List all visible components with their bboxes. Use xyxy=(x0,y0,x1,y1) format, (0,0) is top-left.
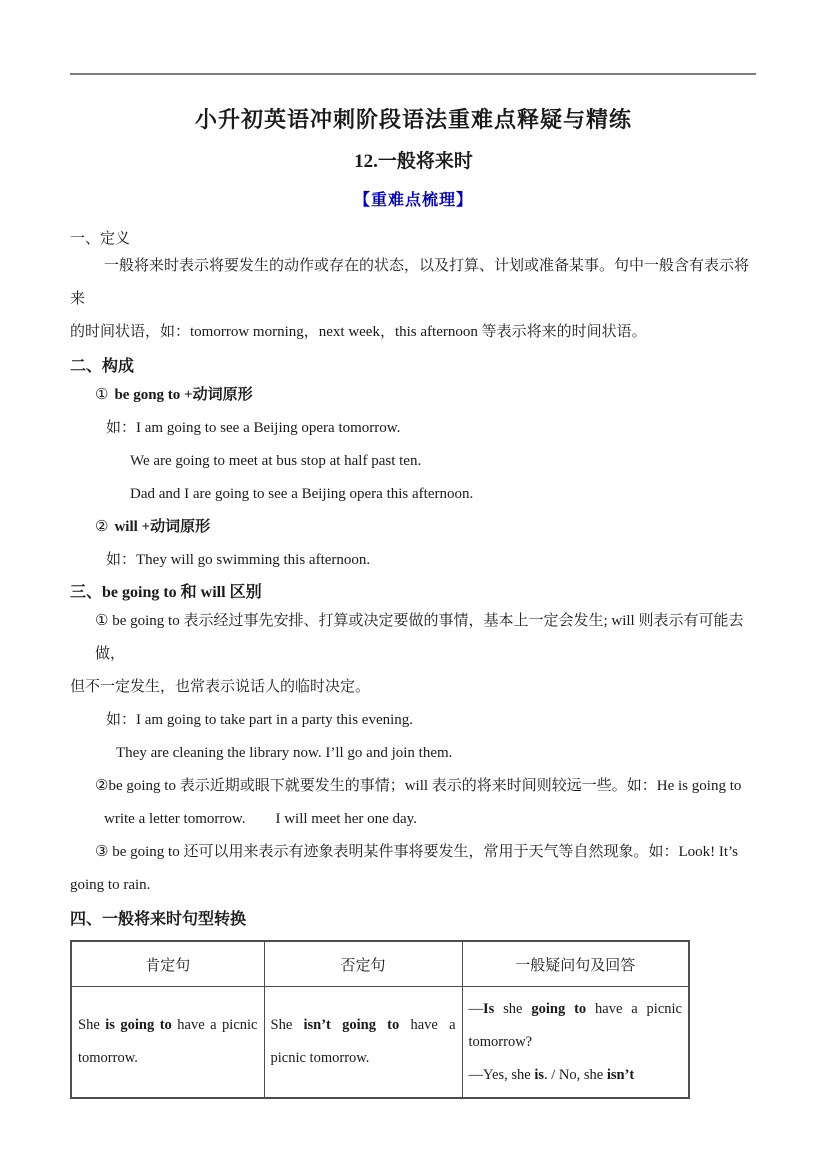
example-text: I am going to take part in a party this evening. xyxy=(136,712,414,728)
example-line: Dad and I are going to see a Beijing opera this afternoon. xyxy=(130,486,474,502)
difference-point-1-line-1: ① be going to 表示经过事先安排、打算或决定要做的事情，基本上一定会发生; will 则表示有可能去做， xyxy=(95,613,744,662)
example-prefix: 如： xyxy=(106,420,137,436)
formation-item-2 xyxy=(95,511,757,544)
example-prefix: 如： xyxy=(106,552,137,568)
cell-question xyxy=(462,987,689,1099)
text-segment: have a picnic tomorrow? xyxy=(468,1000,682,1050)
bold-segment: isn’t going to xyxy=(303,1017,400,1033)
item-marker: ② xyxy=(95,519,109,535)
table-body-row xyxy=(71,987,689,1099)
text-segment: — xyxy=(468,1000,483,1017)
difference-point-2-line-1: ②be going to 表示近期或眼下就要发生的事情；will 表示的将来时间则较远一些。如：He is going to xyxy=(95,778,742,794)
column-header-negative: 否定句 xyxy=(264,941,462,987)
item-marker: ① xyxy=(95,387,109,403)
example-line: We are going to meet at bus stop at half past ten. xyxy=(130,453,422,469)
heading-definition: 一、定义 xyxy=(70,231,131,247)
bold-segment: is xyxy=(534,1066,544,1083)
bold-segment: Is xyxy=(483,1000,495,1017)
section-formation xyxy=(70,355,757,577)
cell-affirmative xyxy=(71,987,264,1099)
item-label: be gong to +动词原形 xyxy=(114,387,253,403)
column-header-affirmative: 肯定句 xyxy=(71,941,264,987)
example-line xyxy=(106,704,757,737)
difference-point-3-line-2: going to rain. xyxy=(70,877,151,893)
text-segment: She xyxy=(270,1017,304,1033)
definition-line-2: 的时间状语，如：tomorrow morning，next week，this afternoon 等表示将来的时间状语。 xyxy=(70,324,647,340)
text-segment: . / No, she xyxy=(543,1066,607,1083)
example-prefix: 如： xyxy=(106,712,137,728)
cell-negative xyxy=(264,987,462,1099)
example-line xyxy=(106,412,757,445)
example-line xyxy=(106,544,757,577)
section-transformation xyxy=(70,908,757,1099)
example-line: They are cleaning the library now. I’ll go and join them. xyxy=(116,745,453,761)
doc-title: 小升初英语冲刺阶段语法重难点释疑与精练 xyxy=(194,107,632,132)
section-definition xyxy=(70,228,757,349)
item-label: will +动词原形 xyxy=(114,519,211,535)
bold-segment: going to xyxy=(531,1000,587,1017)
key-points-badge: 【重难点梳理】 xyxy=(353,192,473,209)
transformation-table xyxy=(70,940,690,1099)
header-divider xyxy=(70,73,756,75)
difference-point-1-line-2: 但不一定发生，也常表示说话人的临时决定。 xyxy=(70,679,371,695)
section-difference xyxy=(70,581,757,902)
column-header-question: 一般疑问句及回答 xyxy=(462,941,689,987)
definition-line-1: 一般将来时表示将要发生的动作或存在的状态，以及打算、计划或准备某事。句中一般含有表示将来 xyxy=(70,258,750,307)
text-segment: have a picnic tomorrow. xyxy=(78,1017,258,1066)
bold-segment: is going to xyxy=(105,1017,172,1033)
negative-sentence xyxy=(271,1009,456,1075)
heading-difference: 三、be going to 和 will 区别 xyxy=(70,584,262,601)
affirmative-sentence xyxy=(78,1009,258,1075)
bold-segment: isn’t xyxy=(606,1066,635,1083)
question-sentence xyxy=(469,993,683,1059)
text-segment: She xyxy=(78,1017,106,1033)
table-header-row xyxy=(71,941,689,987)
heading-formation: 二、构成 xyxy=(70,358,135,375)
example-text: They will go swimming this afternoon. xyxy=(136,552,371,568)
example-text: I am going to see a Beijing opera tomorrow. xyxy=(136,420,401,436)
difference-point-2-line-2: write a letter tomorrow. I will meet her one day. xyxy=(104,811,417,827)
difference-point-3-line-1: ③ be going to 还可以用来表示有迹象表明某件事将要发生，常用于天气等自然现象。如：Look! It’s xyxy=(95,844,739,860)
formation-item-1 xyxy=(95,379,757,412)
text-segment: she xyxy=(494,1000,532,1017)
text-segment: have a picnic tomorrow. xyxy=(270,1017,456,1066)
answer-sentence xyxy=(469,1059,683,1092)
heading-transformation: 四、一般将来时句型转换 xyxy=(70,911,247,928)
doc-subtitle: 12.一般将来时 xyxy=(354,151,473,172)
text-segment: —Yes, she xyxy=(468,1066,535,1083)
